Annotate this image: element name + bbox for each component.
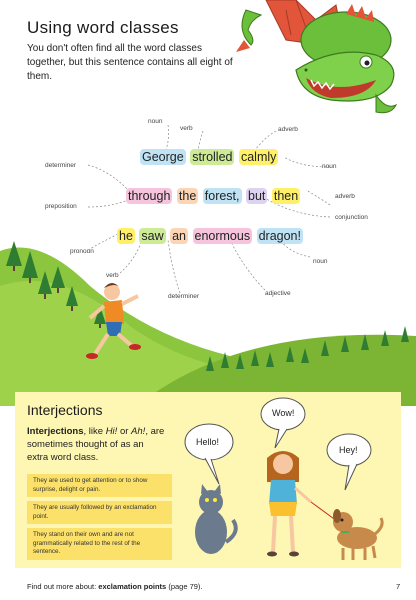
page-number: 7 [396,582,401,591]
word-calmly: calmly [240,150,277,164]
bullet-list [27,474,172,564]
panel-example-2: Ah! [131,426,146,437]
word-he: he [119,229,133,243]
word-dragon: dragon! [258,229,301,243]
footer-prefix: Find out more about: [27,582,99,591]
label-determiner-bottom: determiner [168,293,200,300]
bullet-item: They are used to get attention or to show surprise, delight or pain. [27,474,172,497]
word-an: an [172,229,187,243]
panel-text-or: or [117,426,132,437]
word-but: but [248,189,266,203]
footer-note [27,582,203,591]
label-preposition: preposition [45,203,77,210]
panel-example-1: Hi! [105,426,118,437]
speech-bubble-hey [327,434,371,490]
intro-text: You don't often find all the word classes together, but this sentence contains all eight of them. [27,43,233,82]
bullet-item: They stand on their own and are not grammatically related to the rest of the sentence. [27,528,172,560]
word-through: through [128,189,171,203]
label-determiner-left: determiner [45,162,77,169]
word-then: then [273,189,299,203]
label-noun-top: noun [148,118,163,125]
label-verb-top: verb [180,125,193,132]
label-pronoun: pronoun [70,248,94,255]
bubble-hello-text: Hello! [196,437,220,447]
footer-link[interactable]: exclamation points [98,582,167,591]
cat [195,484,236,554]
word-enormous: enormous [194,229,251,243]
dog [333,509,382,560]
girl [267,451,341,557]
sentence-line-1 [140,149,279,165]
bubble-wow-text: Wow! [272,408,295,418]
bullet-item: They are usually followed by an exclamation point. [27,501,172,524]
label-adverb-top: adverb [278,126,298,133]
panel-text [27,425,167,464]
word-saw: saw [141,229,164,243]
label-verb-bottom: verb [106,272,119,279]
interjection-illustration [171,392,401,568]
word-george: George [142,150,184,164]
speech-bubble-hello [185,424,233,484]
label-noun-bottom: noun [313,258,328,265]
label-adjective: adjective [265,290,291,297]
panel-text-part2: , are sometimes thought of as an extra word class. [27,426,165,463]
label-adverb-right: adverb [335,193,355,200]
sentence-line-3 [117,228,304,244]
bubble-hey-text: Hey! [339,445,358,455]
word-the: the [178,189,197,203]
sentence-line-2 [126,188,301,204]
interjections-panel [15,392,401,568]
page-title: Using word classes [27,18,179,37]
panel-title: Interjections [27,402,103,418]
panel-text-part1: , like [83,426,106,437]
word-strolled: strolled [192,150,233,164]
label-conjunction: conjunction [335,214,368,221]
panel-text-bold: Interjections [27,426,84,437]
label-noun-right: noun [322,163,337,170]
speech-bubble-wow [261,398,305,448]
word-forest: forest, [204,189,240,203]
footer-suffix: (page 79). [166,582,203,591]
